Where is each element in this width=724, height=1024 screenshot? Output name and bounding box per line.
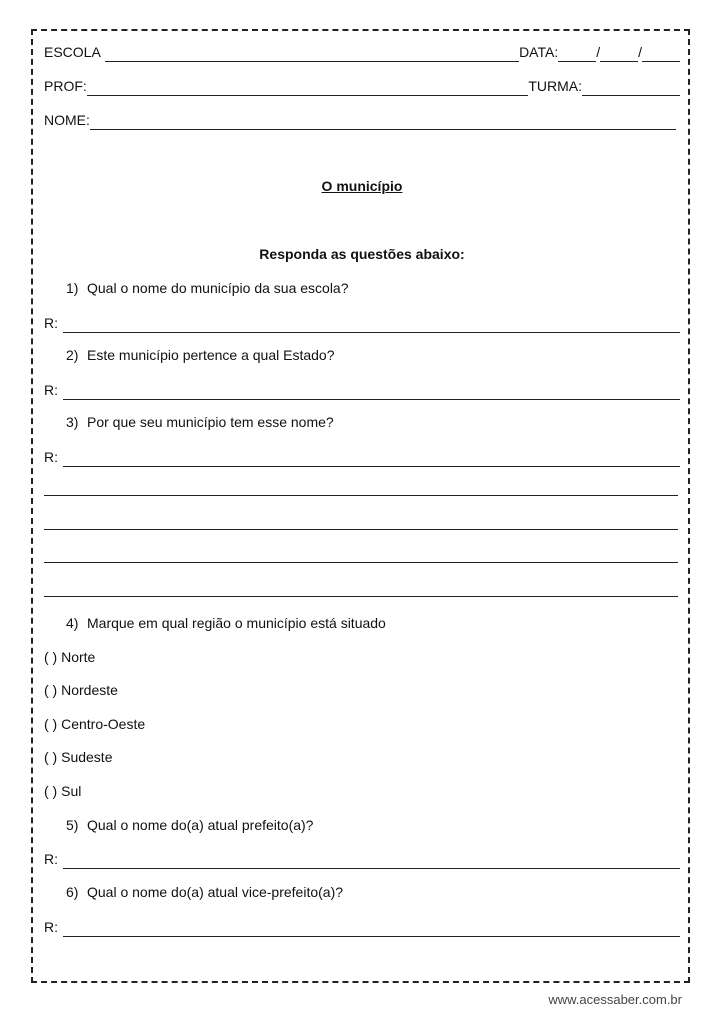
prof-field[interactable]	[87, 81, 529, 96]
data-label: DATA:	[519, 44, 559, 60]
page-title: O município	[321, 178, 403, 194]
answer-6-row	[44, 917, 680, 937]
answer-label: R:	[44, 449, 58, 465]
checkbox[interactable]: ( )	[44, 716, 58, 732]
answer-5-field[interactable]	[63, 854, 680, 869]
nome-label: NOME:	[44, 112, 90, 128]
page-border	[31, 29, 690, 983]
nome-field[interactable]	[90, 115, 676, 130]
option-norte[interactable]: ( ) Norte	[44, 649, 96, 665]
date-year-field[interactable]	[642, 47, 680, 62]
turma-label: TURMA:	[528, 78, 582, 94]
checkbox[interactable]: ( )	[44, 649, 58, 665]
date-sep-2: /	[638, 44, 642, 60]
question-4: 4) Marque em qual região o município está situado	[66, 615, 386, 631]
answer-label: R:	[44, 382, 58, 398]
nome-row	[44, 110, 676, 130]
checkbox[interactable]: ( )	[44, 783, 58, 799]
option-sul[interactable]: ( ) Sul	[44, 783, 82, 799]
checkbox[interactable]: ( )	[44, 682, 58, 698]
date-sep-1: /	[596, 44, 601, 60]
answer-1-row	[44, 313, 680, 333]
answer-label: R:	[44, 851, 58, 867]
prof-row	[44, 76, 680, 96]
instructions: Responda as questões abaixo:	[259, 246, 465, 262]
answer-3-line-5[interactable]	[44, 596, 678, 597]
question-2: 2) Este município pertence a qual Estado?	[66, 347, 335, 363]
question-3: 3) Por que seu município tem esse nome?	[66, 414, 334, 430]
question-1: 1) Qual o nome do município da sua escola?	[66, 280, 349, 296]
escola-row	[44, 42, 680, 62]
question-5: 5) Qual o nome do(a) atual prefeito(a)?	[66, 817, 314, 833]
answer-3-line-3[interactable]	[44, 529, 678, 530]
answer-2-field[interactable]	[63, 385, 680, 400]
answer-label: R:	[44, 919, 58, 935]
prof-label: PROF:	[44, 78, 87, 94]
answer-3-field[interactable]	[63, 452, 680, 467]
option-nordeste[interactable]: ( ) Nordeste	[44, 682, 118, 698]
escola-field[interactable]	[105, 47, 519, 62]
date-day-field[interactable]	[558, 47, 596, 62]
option-sudeste[interactable]: ( ) Sudeste	[44, 749, 113, 765]
answer-3-line-2[interactable]	[44, 495, 678, 496]
option-centro-oeste[interactable]: ( ) Centro-Oeste	[44, 716, 146, 732]
answer-1-field[interactable]	[63, 318, 680, 333]
question-6: 6) Qual o nome do(a) atual vice-prefeito(a)?	[66, 884, 344, 900]
answer-label: R:	[44, 315, 58, 331]
checkbox[interactable]: ( )	[44, 749, 58, 765]
turma-field[interactable]	[582, 81, 680, 96]
answer-3-line-4[interactable]	[44, 562, 678, 563]
answer-6-field[interactable]	[63, 922, 680, 937]
escola-label: ESCOLA	[44, 44, 101, 60]
answer-2-row	[44, 380, 680, 400]
date-month-field[interactable]	[600, 47, 638, 62]
answer-5-row	[44, 849, 680, 869]
footer-website: www.acessaber.com.br	[548, 992, 682, 1007]
answer-3-row	[44, 447, 680, 467]
